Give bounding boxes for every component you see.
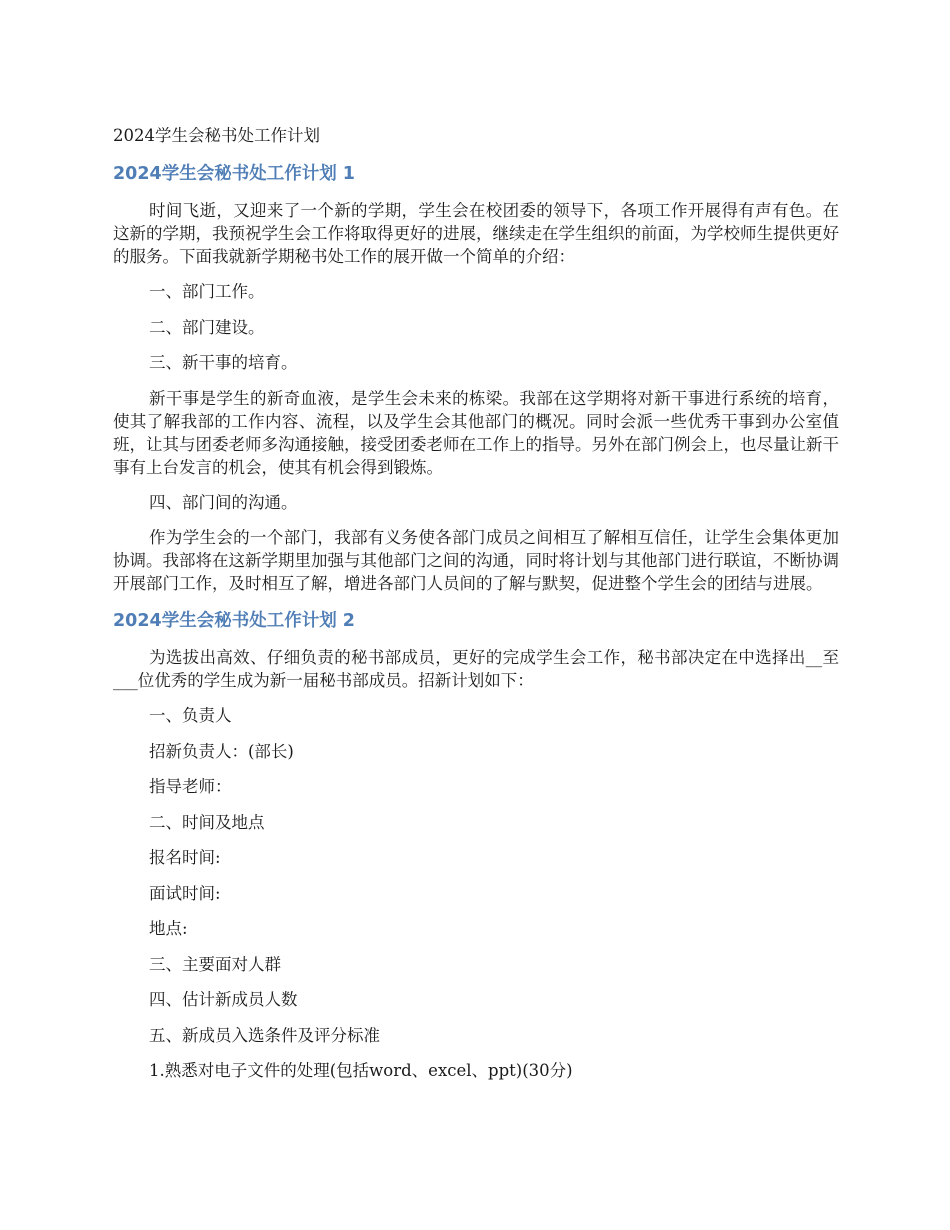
section-2-item: 五、新成员入选条件及评分标准	[149, 1025, 380, 1045]
section-2-item: 一、负责人	[149, 706, 232, 725]
section-2-item: 报名时间:	[149, 848, 221, 867]
section-2-paragraph-intro: 为选拔出高效、仔细负责的秘书部成员，更好的完成学生会工作，秘书部决定在中选择出__至___位优秀的学生成为新一届秘书部成员。招新计划如下：	[113, 648, 839, 690]
section-1-paragraph-communication: 作为学生会的一个部门，我部有义务使各部门成员之间相互了解相互信任，让学生会集体更加协调。我部将在这新学期里加强与其他部门之间的沟通，同时将计划与其他部门进行联谊，不断协调开展部门工作，及时相互了解，增进各部门人员间的了解与默契，促进整个学生会的团结与进展。	[113, 528, 839, 593]
section-2-item: 1.熟悉对电子文件的处理(包括word、excel、ppt)(30分)	[149, 1061, 573, 1080]
section-1-paragraph-intro: 时间飞逝，又迎来了一个新的学期，学生会在校团委的领导下，各项工作开展得有声有色。在这新的学期，我预祝学生会工作将取得更好的进展，继续走在学生组织的前面，为学校师生提供更好的服务。下面我就新学期秘书处工作的展开做一个简单的介绍：	[113, 201, 839, 266]
section-2-item: 四、估计新成员人数	[149, 990, 298, 1009]
section-1-paragraph-training: 新干事是学生的新奇血液，是学生会未来的栋梁。我部在这学期将对新干事进行系统的培育，使其了解我部的工作内容、流程，以及学生会其他部门的概况。同时会派一些优秀干事到办公室值班，让其与团委老师多沟通接触，接受团委老师在工作上的指导。另外在部门例会上，也尽量让新干事有上台发言的机会，使其有机会得到锻炼。	[113, 388, 839, 477]
section-1-item-department-work: 一、部门工作。	[149, 282, 265, 301]
section-2-item: 指导老师：	[149, 777, 232, 796]
section-1-item-department-building: 二、部门建设。	[149, 317, 265, 337]
section-2-item: 招新负责人：(部长)	[149, 741, 294, 761]
section-1-heading: 2024学生会秘书处工作计划 1	[113, 164, 355, 184]
section-2-item: 二、时间及地点	[149, 812, 265, 832]
section-2	[113, 607, 839, 1082]
section-2-item: 面试时间:	[149, 883, 221, 903]
section-1-item-new-staff-training: 三、新干事的培育。	[149, 353, 298, 372]
document-page	[113, 122, 839, 1095]
section-2-heading: 2024学生会秘书处工作计划 2	[113, 611, 355, 631]
section-2-item: 地点:	[149, 919, 188, 938]
section-1	[113, 160, 839, 595]
section-1-item-communication: 四、部门间的沟通。	[149, 492, 298, 512]
document-title: 2024学生会秘书处工作计划	[113, 126, 320, 145]
section-2-item: 三、主要面对人群	[149, 954, 281, 974]
